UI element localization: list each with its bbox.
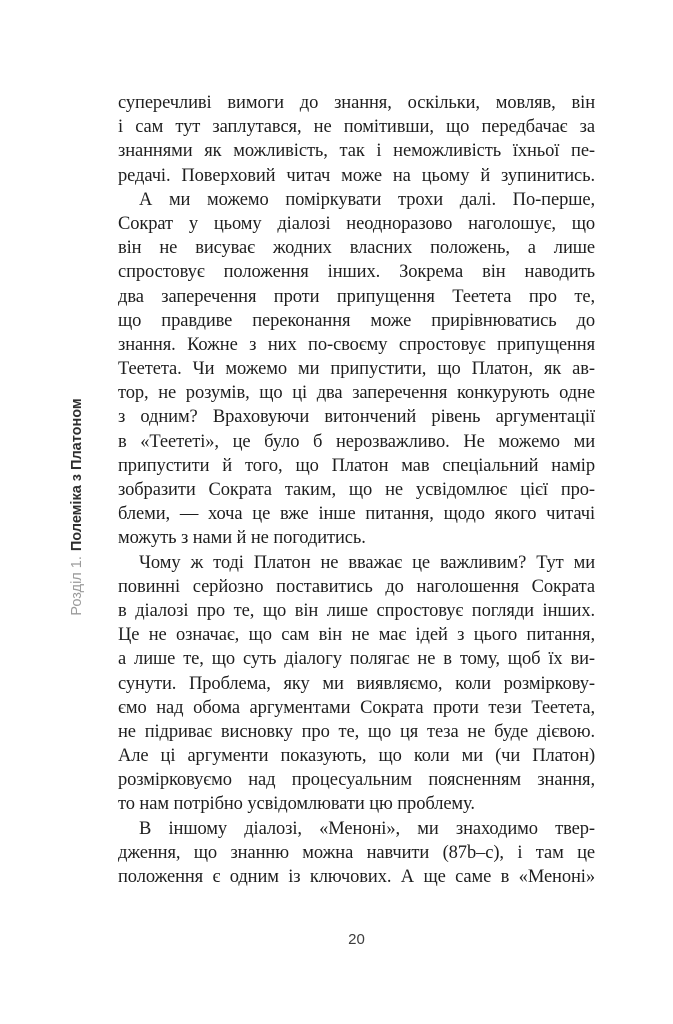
paragraph [118, 91, 595, 188]
text-line: А ми можемо поміркувати трохи далі. По-перше, [139, 189, 595, 210]
text-line: Але ці аргументи показують, що коли ми (чи Платон) [118, 746, 595, 767]
text-line: не підриває висновку про те, що ця теза не буде дієвою. [118, 721, 595, 742]
text-line: він не висуває жодних власних положень, а лише [118, 238, 595, 259]
text-line: В іншому діалозі, «Меноні», ми знаходимо твер- [139, 818, 595, 839]
text-line: повинні серйозно поставитись до наголошення Сократа [118, 576, 595, 597]
paragraph [118, 817, 595, 890]
text-line: редачі. Поверховий читач може на цьому й зупинитись. [118, 165, 595, 186]
text-line: спростовує положення інших. Зокрема він наводить [118, 262, 595, 283]
text-line: Чому ж тоді Платон не вважає це важливим? Тут ми [139, 552, 595, 573]
text-line: а лише те, що суть діалогу полягає не в тому, щоб їх ви- [118, 649, 595, 670]
text-line: припустити й того, що Платон мав спеціальний намір [118, 455, 595, 476]
paragraph [118, 188, 595, 551]
text-line: з одним? Враховуючи витончений рівень аргументації [118, 407, 595, 428]
text-line: положення є одним із ключових. А ще саме в «Меноні» [118, 867, 595, 887]
text-line: розмірковуємо над процесуальним поясненням знання, [118, 770, 595, 791]
text-line: знання. Кожне з них по-своєму спростовує припущення [118, 334, 595, 355]
chapter-sidebar [67, 387, 87, 627]
body-text [118, 91, 595, 889]
page-number: 20 [348, 931, 365, 948]
text-line: дження, що знанню можна навчити (87b–c), і там це [118, 842, 595, 863]
text-line: сунути. Проблема, яку ми виявляємо, коли розміркову- [118, 673, 595, 694]
chapter-title-label: Полеміка з Платоном [69, 398, 85, 552]
paragraph [118, 551, 595, 817]
text-line: два заперечення проти припущення Теетета про те, [118, 286, 595, 307]
text-line: в діалозі про те, що він лише спростовує погляди інших. [118, 600, 595, 621]
text-line: в «Теететі», це було б нерозважливо. Не можемо ми [118, 431, 595, 452]
text-line: суперечливі вимоги до знання, оскільки, мовляв, він [118, 93, 595, 113]
text-line: що правдиве переконання може прирівнюватись до [118, 310, 595, 331]
text-line: Теетета. Чи можемо ми припустити, що Платон, як ав- [118, 359, 595, 380]
text-line: блеми, — хоча це вже інше питання, щодо якого читачі [118, 504, 595, 525]
text-line: тор, не розумів, що ці два заперечення конкурують одне [118, 383, 595, 404]
text-line: зобразити Сократа таким, що не усвідомлює цієї про- [118, 480, 595, 500]
text-line: і сам тут заплутався, не помітивши, що передбачає за [118, 117, 595, 138]
text-line: можуть з нами й не погодитись. [118, 528, 366, 549]
text-line: знаннями як можливість, так і неможливість їхньої пе- [118, 141, 595, 162]
text-line: то нам потрібно усвідомлювати цю проблему. [118, 794, 475, 815]
text-line: ємо над обома аргументами Сократа проти тези Теетета, [118, 697, 595, 718]
text-line: Це не означає, що сам він не має ідей з цього питання, [118, 625, 595, 646]
chapter-number-label: Розділ 1. [69, 556, 85, 616]
text-line: Сократ у цьому діалозі неодноразово наголошує, що [118, 213, 595, 234]
